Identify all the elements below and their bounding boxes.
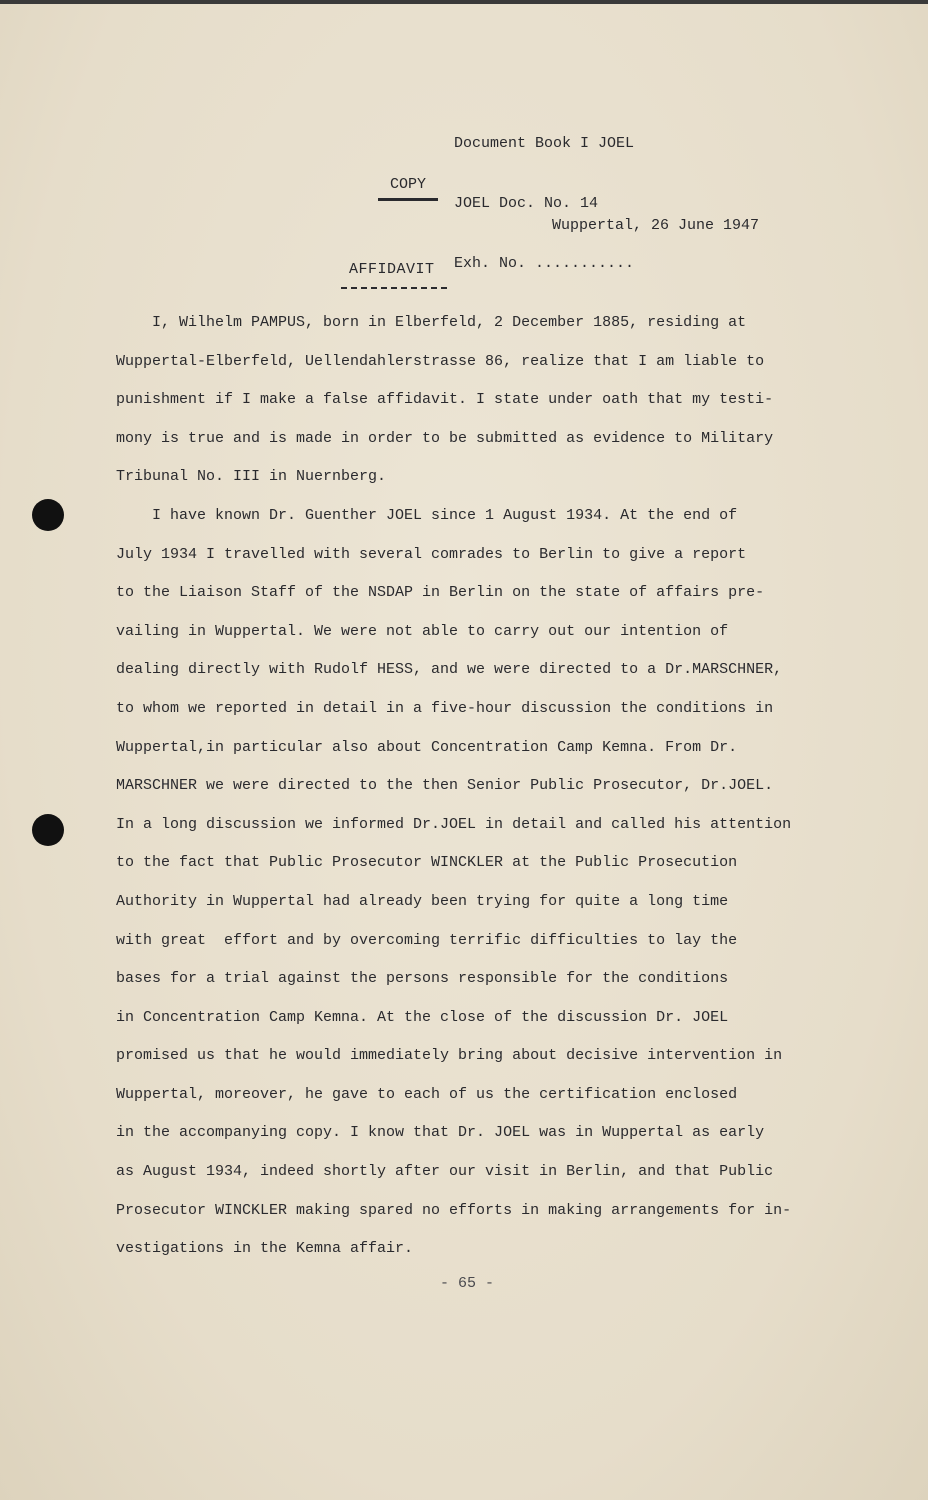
- body-line: to the fact that Public Prosecutor WINCKLER at the Public Prosecution: [116, 854, 738, 872]
- body-line: bases for a trial against the persons responsible for the conditions: [116, 970, 729, 988]
- punch-hole-lower: [32, 814, 64, 846]
- body-line: in the accompanying copy. I know that Dr. JOEL was in Wuppertal as early: [116, 1124, 765, 1142]
- body-line: promised us that he would immediately bring about decisive intervention in: [116, 1047, 783, 1065]
- body-line: to whom we reported in detail in a five-hour discussion the conditions in: [116, 699, 774, 717]
- body-line: I have known Dr. Guenther JOEL since 1 August 1934. At the end of: [116, 506, 738, 524]
- body-line: MARSCHNER we were directed to the then Senior Public Prosecutor, Dr.JOEL.: [116, 777, 774, 795]
- body-line: to the Liaison Staff of the NSDAP in Berlin on the state of affairs pre-: [116, 584, 765, 602]
- affidavit-body: [116, 313, 846, 1278]
- punch-hole-upper: [32, 499, 64, 531]
- body-line: as August 1934, indeed shortly after our visit in Berlin, and that Public: [116, 1163, 774, 1181]
- body-line: In a long discussion we informed Dr.JOEL in detail and called his attention: [116, 815, 792, 833]
- body-line: punishment if I make a false affidavit. I state under oath that my testi-: [116, 391, 774, 409]
- body-line: Wuppertal-Elberfeld, Uellendahlerstrasse 86, realize that I am liable to: [116, 352, 765, 370]
- body-line: Tribunal No. III in Nuernberg.: [116, 468, 387, 486]
- body-line: vestigations in the Kemna affair.: [116, 1240, 414, 1258]
- body-line: July 1934 I travelled with several comrades to Berlin to give a report: [116, 545, 747, 563]
- page-number: - 65 -: [440, 1275, 495, 1292]
- body-line: dealing directly with Rudolf HESS, and we were directed to a Dr.MARSCHNER,: [116, 661, 783, 679]
- affidavit-underline: [341, 287, 447, 289]
- body-line: vailing in Wuppertal. We were not able to carry out our intention of: [116, 622, 729, 640]
- affidavit-title: AFFIDAVIT: [349, 261, 435, 278]
- body-line: Wuppertal,in particular also about Concentration Camp Kemna. From Dr.: [116, 738, 738, 756]
- body-line: in Concentration Camp Kemna. At the close of the discussion Dr. JOEL: [116, 1008, 729, 1026]
- place-date-line: Wuppertal, 26 June 1947: [552, 217, 760, 234]
- doc-number-line: JOEL Doc. No. 14: [454, 195, 599, 212]
- body-line: mony is true and is made in order to be submitted as evidence to Military: [116, 429, 774, 447]
- body-line: I, Wilhelm PAMPUS, born in Elberfeld, 2 December 1885, residing at: [116, 314, 747, 331]
- body-line: Prosecutor WINCKLER making spared no efforts in making arrangements for in-: [116, 1201, 792, 1219]
- copy-underline: [378, 198, 438, 201]
- document-header: [454, 94, 634, 314]
- body-line: Wuppertal, moreover, he gave to each of us the certification enclosed: [116, 1085, 738, 1103]
- body-line: with great effort and by overcoming terrific difficulties to lay the: [116, 931, 738, 949]
- document-book-line: Document Book I JOEL: [454, 135, 635, 152]
- body-line: Authority in Wuppertal had already been trying for quite a long time: [116, 892, 729, 910]
- copy-label: COPY: [389, 176, 426, 193]
- scan-edge: [0, 0, 928, 4]
- exhibit-number-line: Exh. No. ...........: [454, 255, 635, 272]
